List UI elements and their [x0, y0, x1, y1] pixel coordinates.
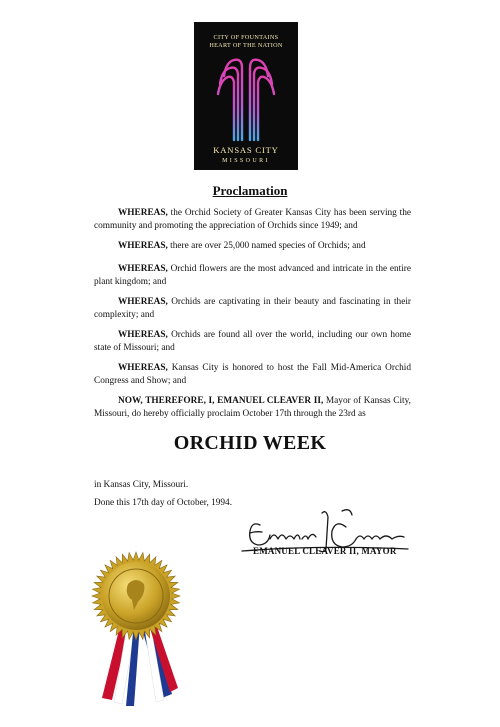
fountain-icon: [216, 52, 276, 144]
whereas-paragraph: [94, 362, 411, 388]
paragraph-lead: WHEREAS,: [118, 241, 168, 251]
whereas-paragraph: [94, 296, 411, 322]
whereas-paragraph: [94, 263, 411, 289]
document-title: Proclamation: [212, 183, 288, 198]
paragraph-lead: WHEREAS,: [118, 208, 168, 218]
paragraph-text: Orchid flowers are the most advanced and intricate in the entire plant kingdom; and: [94, 264, 411, 287]
paragraph-text: Orchids are captivating in their beauty and fascinating in their complexity; and: [94, 297, 411, 320]
headline: ORCHID WEEK: [173, 432, 327, 454]
paragraph-lead: NOW, THEREFORE, I, EMANUEL CLEAVER II,: [118, 396, 324, 406]
gold-seal-icon: [78, 548, 198, 708]
whereas-paragraph: [94, 207, 411, 233]
whereas-paragraph: [94, 329, 411, 355]
paragraph-lead: WHEREAS,: [118, 363, 168, 373]
paragraph-text: there are over 25,000 named species of Orchids; and: [167, 241, 366, 251]
date-line: Done this 17th day of October, 1994.: [94, 498, 233, 508]
paragraph-text: Mayor of Kansas City, Missouri, do hereby officially proclaim October 17th through the 23rd as: [94, 396, 411, 419]
paragraph-lead: WHEREAS,: [118, 297, 168, 307]
logo-line-2: HEART OF THE NATION: [209, 42, 283, 49]
kansas-city-logo: [194, 22, 298, 170]
paragraph-text: Kansas City is honored to host the Fall Mid-America Orchid Congress and Show; and: [94, 363, 411, 386]
paragraph-lead: WHEREAS,: [118, 330, 168, 340]
signer-name: EMANUEL CLEAVER II, MAYOR: [253, 546, 397, 556]
location-line: in Kansas City, Missouri.: [94, 480, 189, 490]
paragraph-text: Orchids are found all over the world, including our own home state of Missouri; and: [94, 330, 411, 353]
proclamation-paragraph: [94, 395, 411, 421]
whereas-paragraph: [94, 240, 411, 253]
logo-line-1: CITY OF FOUNTAINS: [213, 34, 279, 41]
logo-state: MISSOURI: [222, 158, 270, 164]
logo-city: KANSAS CITY: [213, 145, 279, 155]
paragraph-text: the Orchid Society of Greater Kansas City has been serving the community and promoting the appreciation of Orchids since 1949; and: [94, 208, 411, 231]
paragraph-lead: WHEREAS,: [118, 264, 168, 274]
